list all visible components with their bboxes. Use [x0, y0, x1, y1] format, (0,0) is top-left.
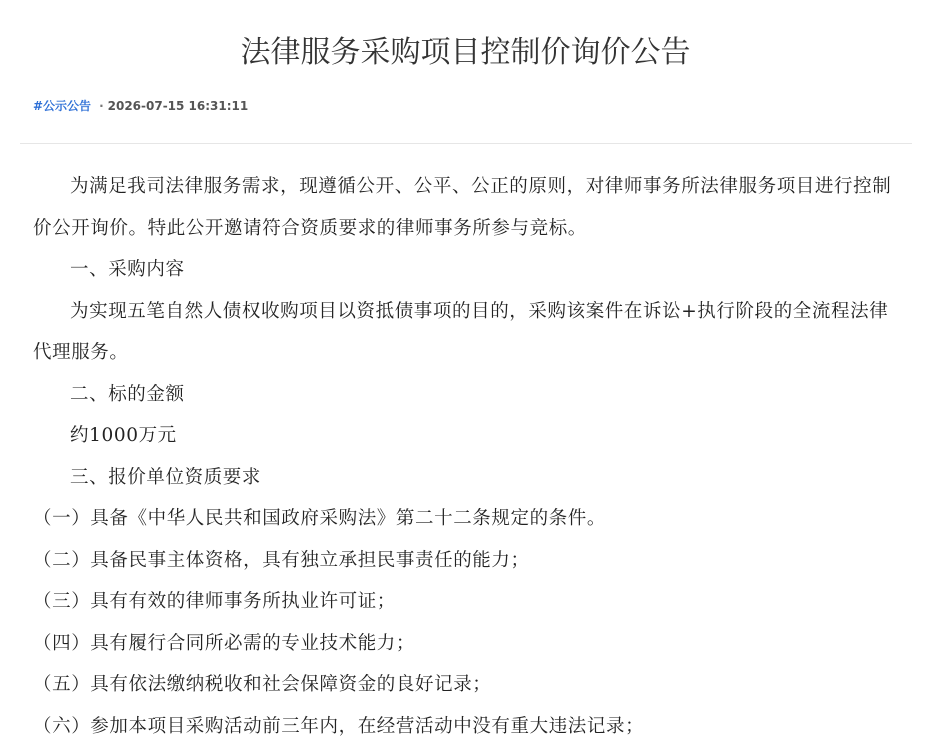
- requirement-item: （三）具有有效的律师事务所执业许可证；: [33, 591, 396, 612]
- requirement-item: （一）具备《中华人民共和国政府采购法》第二十二条规定的条件。: [33, 508, 607, 529]
- meta-separator: ·: [99, 99, 104, 113]
- requirement-item: （六）参加本项目采购活动前三年内，在经营活动中没有重大违法记录；: [33, 715, 645, 737]
- publish-datetime: 2026-07-15 16:31:11: [107, 99, 249, 113]
- article-body: [33, 166, 901, 747]
- category-link[interactable]: #公示公告: [33, 99, 92, 113]
- procurement-content-paragraph: 为实现五笔自然人债权收购项目以资抵债事项的目的，采购该案件在诉讼+执行阶段的全流程法律代理服务。: [33, 300, 889, 363]
- section-heading-procurement: 一、采购内容: [70, 259, 185, 280]
- article-meta: [33, 96, 248, 116]
- intro-paragraph: 为满足我司法律服务需求，现遵循公开、公平、公正的原则，对律师事务所法律服务项目进行控制价公开询价。特此公开邀请符合资质要求的律师事务所参与竞标。: [33, 176, 892, 239]
- section-heading-amount: 二、标的金额: [70, 383, 185, 405]
- requirement-item: （四）具有履行合同所必需的专业技术能力；: [33, 632, 416, 654]
- header-divider: [20, 143, 912, 144]
- page-title: 法律服务采购项目控制价询价公告: [240, 35, 691, 70]
- requirement-item: （二）具备民事主体资格，具有独立承担民事责任的能力；: [33, 549, 530, 571]
- requirement-item: （五）具有依法缴纳税收和社会保障资金的良好记录；: [33, 674, 492, 695]
- section-heading-qualifications: 三、报价单位资质要求: [70, 466, 262, 488]
- amount-paragraph: 约1000万元: [70, 425, 177, 446]
